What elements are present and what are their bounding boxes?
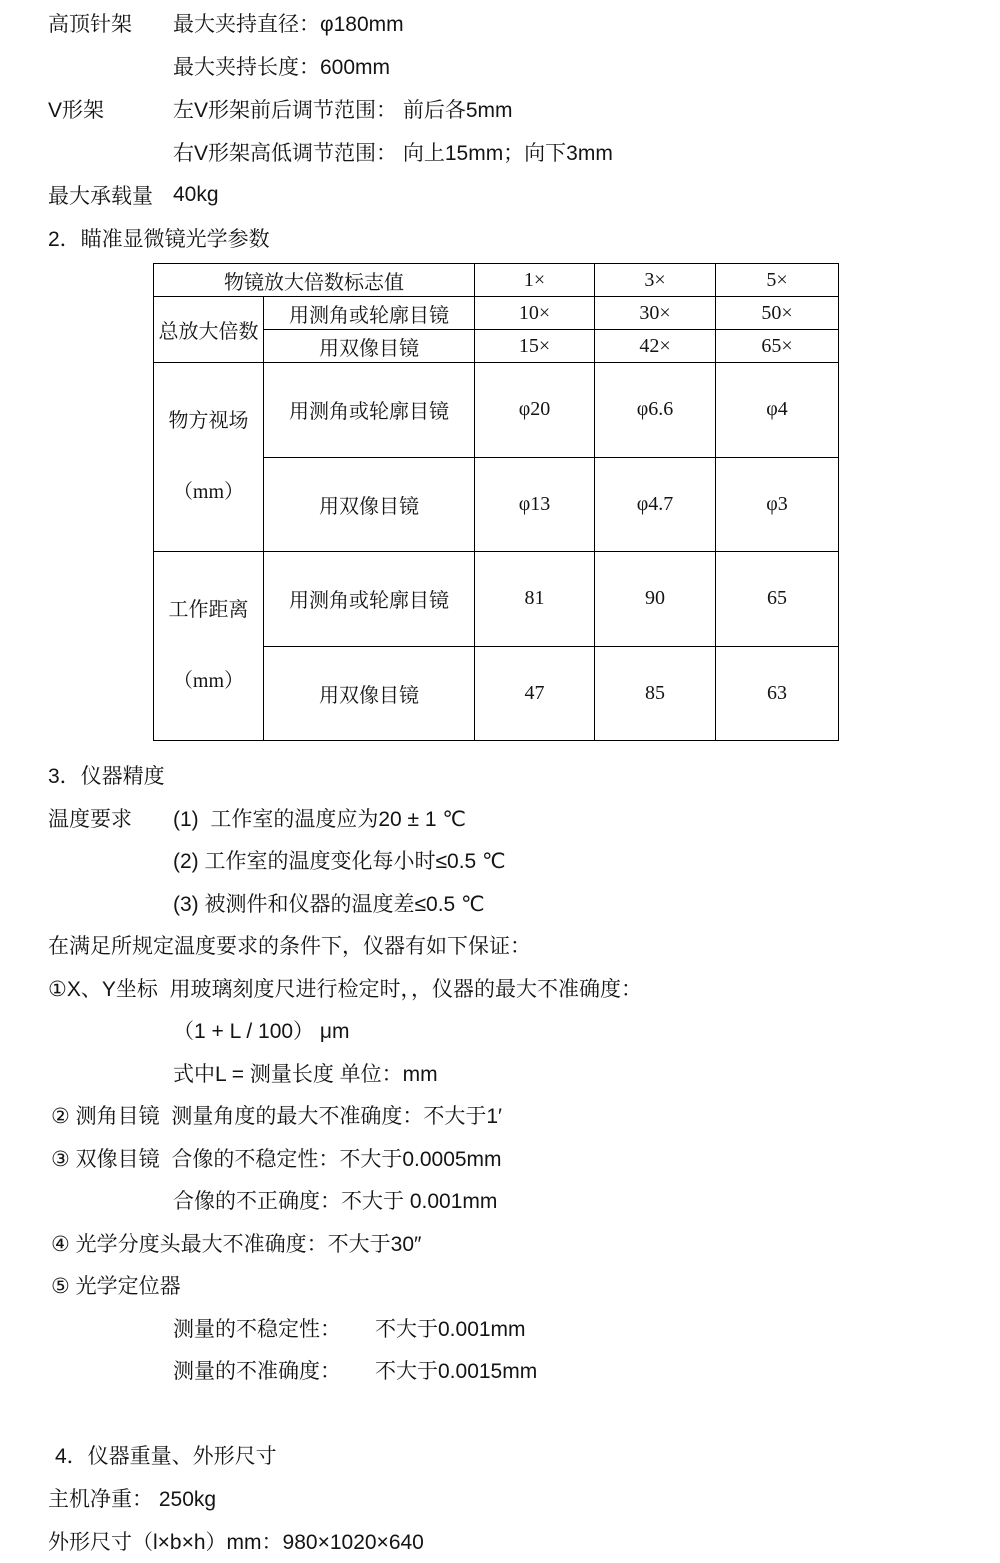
measure-value: 不大于0.001mm <box>375 1317 526 1341</box>
spec-label: 温度要求 <box>48 807 132 831</box>
spec-value: 40kg <box>173 182 219 206</box>
row-sub-cell: 用测角或轮廓目镜 <box>264 552 475 647</box>
table-row <box>154 363 839 458</box>
row-sub-cell: 用双像目镜 <box>264 330 475 363</box>
locator-instability-row <box>48 1307 980 1350</box>
value-cell: 81 <box>475 552 595 647</box>
section-3-title: 3．仪器精度 <box>48 765 165 789</box>
item-optical-locator: ⑤ 光学定位器 <box>51 1275 181 1299</box>
row-group-name: 物方视场 <box>168 410 249 432</box>
value-cell: 42× <box>595 330 716 363</box>
row-group-unit: （mm） <box>172 481 245 503</box>
table-header-col: 5× <box>716 264 839 297</box>
row-group-cell <box>154 552 264 741</box>
table-header-label-cell: 物镜放大倍数标志值 <box>154 264 475 297</box>
value-cell: φ20 <box>475 363 595 458</box>
spec-row-clamp-length <box>48 44 980 87</box>
table-row <box>154 552 839 647</box>
row-group-name: 工作距离 <box>168 599 249 621</box>
spec-value: 最大夹持长度：600mm <box>173 55 391 79</box>
row-sub-cell: 用测角或轮廓目镜 <box>264 363 475 458</box>
row-group-cell: 总放大倍数 <box>154 297 264 363</box>
optics-parameters-table <box>153 263 839 741</box>
value-cell: 47 <box>475 646 595 741</box>
spec-value: 右V形架高低调节范围： 向上15mm；向下3mm <box>173 141 613 165</box>
measure-label: 测量的不准确度： <box>173 1360 341 1384</box>
value-cell: 65× <box>716 330 839 363</box>
value-cell: 30× <box>595 297 716 330</box>
row-sub-cell: 用双像目镜 <box>264 457 475 552</box>
value-cell: φ13 <box>475 457 595 552</box>
xy-coordinate-accuracy: ①X、Y坐标 用玻璃刻度尺进行检定时，，仪器的最大不准确度： <box>48 977 643 1001</box>
temp-item: (2) 工作室的温度变化每小时≤0.5 ℃ <box>173 850 506 874</box>
measure-label: 测量的不稳定性： <box>173 1317 341 1341</box>
value-cell: 63 <box>716 646 839 741</box>
table-header-row <box>154 264 839 297</box>
spec-row-v-frame <box>48 87 980 130</box>
value-cell: 90 <box>595 552 716 647</box>
guarantee-intro: 在满足所规定温度要求的条件下，仪器有如下保证： <box>48 935 531 959</box>
spec-label: 高顶针架 <box>48 12 132 36</box>
temp-item: (3) 被测件和仪器的温度差≤0.5 ℃ <box>173 892 485 916</box>
dimensions-row: 外形尺寸（l×b×h）mm：980×1020×640 <box>48 1531 424 1554</box>
row-group-cell <box>154 363 264 552</box>
spec-value: 左V形架前后调节范围： 前后各5mm <box>173 98 513 122</box>
item-optical-dividing-head: ④ 光学分度头最大不准确度：不大于30″ <box>51 1232 422 1256</box>
section-3 <box>48 754 980 1392</box>
measure-value: 不大于0.0015mm <box>375 1360 538 1384</box>
section-4-title: 4．仪器重量、外形尺寸 <box>55 1445 277 1468</box>
spec-row-max-load <box>48 173 980 216</box>
spec-value: 最大夹持直径：φ180mm <box>173 12 404 36</box>
value-cell: φ6.6 <box>595 363 716 458</box>
item-double-image-eyepiece: ③ 双像目镜 合像的不稳定性：不大于0.0005mm <box>51 1147 502 1171</box>
value-cell: φ3 <box>716 457 839 552</box>
temp-item: (1) 工作室的温度应为20 ± 1 ℃ <box>173 807 466 831</box>
row-sub-cell: 用双像目镜 <box>264 646 475 741</box>
value-cell: φ4.7 <box>595 457 716 552</box>
temperature-requirement-row <box>48 797 980 840</box>
item-double-image-eyepiece-2: 合像的不正确度：不大于 0.001mm <box>173 1190 498 1214</box>
spec-label: 最大承载量 <box>48 184 153 208</box>
spec-label: V形架 <box>48 98 105 122</box>
row-sub-cell: 用测角或轮廓目镜 <box>264 297 475 330</box>
table-row <box>154 297 839 330</box>
blank-gap <box>48 1392 980 1434</box>
formula-note: 式中L = 测量长度 单位：mm <box>173 1062 438 1086</box>
value-cell: 10× <box>475 297 595 330</box>
locator-inaccuracy-row <box>48 1349 980 1392</box>
value-cell: 50× <box>716 297 839 330</box>
spec-row-top-pin-frame <box>48 1 980 44</box>
temperature-item-2 <box>48 839 980 882</box>
section-2-title: 2．瞄准显微镜光学参数 <box>48 227 270 251</box>
value-cell: φ4 <box>716 363 839 458</box>
value-cell: 15× <box>475 330 595 363</box>
table-header-col: 3× <box>595 264 716 297</box>
value-cell: 85 <box>595 646 716 741</box>
table-header-col: 1× <box>475 264 595 297</box>
temperature-item-3 <box>48 882 980 925</box>
row-group-unit: （mm） <box>172 670 245 692</box>
accuracy-formula: （1 + L / 100） μm <box>173 1020 350 1044</box>
net-weight-row: 主机净重： 250kg <box>48 1488 217 1511</box>
spec-row-v-frame-right <box>48 130 980 173</box>
item-angle-eyepiece: ② 测角目镜 测量角度的最大不准确度：不大于1′ <box>51 1105 502 1129</box>
value-cell: 65 <box>716 552 839 647</box>
